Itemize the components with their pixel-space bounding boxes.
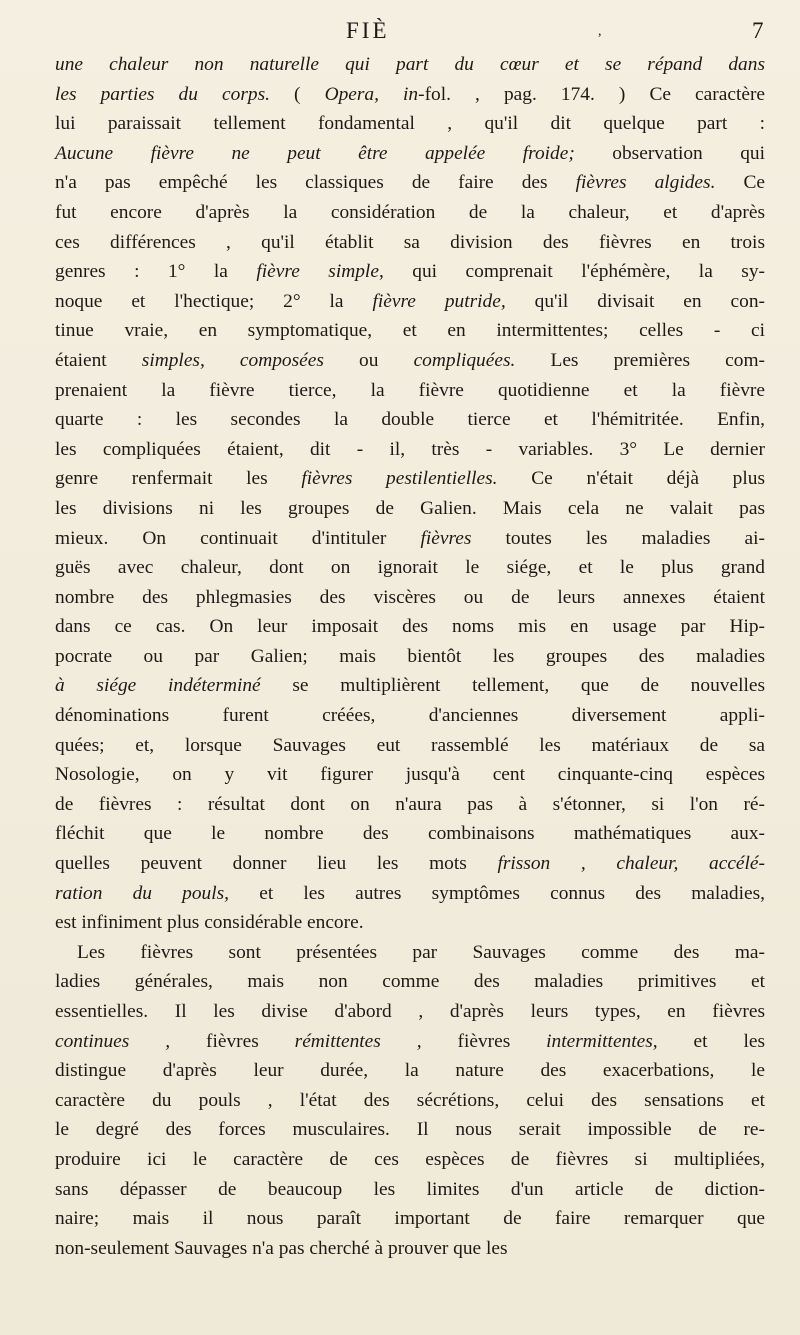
text-line — [55, 671, 765, 701]
text-segment: Ce — [715, 172, 766, 194]
text-line — [55, 997, 765, 1027]
page-number: 7 — [752, 18, 764, 43]
text-segment: est infiniment plus considérable encore. — [55, 912, 364, 934]
text-line — [55, 435, 765, 465]
text-line — [55, 1056, 765, 1086]
text-segment: genres : 1° la — [55, 261, 257, 283]
text-segment: caractère du pouls , l'état des sécrétions, celui des sensations et — [55, 1089, 765, 1111]
text-segment: étaient — [55, 349, 142, 371]
italic-text: fièvre putride, — [372, 290, 506, 312]
text-segment: et les autres symptômes connus des maladies, — [229, 882, 765, 904]
text-segment: dans ce cas. On leur imposait des noms mis en usage par Hip- — [55, 616, 765, 638]
text-segment: fièvres — [421, 1030, 547, 1052]
text-segment: Les fièvres sont présentées par Sauvages comme des ma- — [77, 941, 765, 963]
italic-text: fièvres algides. — [575, 172, 716, 194]
text-line — [55, 228, 765, 258]
text-line — [55, 583, 765, 613]
body-text — [55, 50, 765, 1263]
text-segment: tinue vraie, en symptomatique, et en intermittentes; celles - ci — [55, 320, 765, 342]
text-line — [55, 819, 765, 849]
text-segment: ladies générales, mais non comme des maladies primitives et — [55, 971, 765, 993]
text-line — [55, 346, 765, 376]
text-line — [55, 642, 765, 672]
running-head-mark: , — [598, 24, 602, 39]
text-segment: ou — [323, 349, 414, 371]
text-segment: genre renfermait les — [55, 468, 302, 490]
italic-text: frisson , chaleur, accélé- — [497, 853, 765, 875]
text-segment: de fièvres : résultat dont on n'aura pas à s'étonner, si l'on ré- — [55, 793, 765, 815]
text-segment: quarte : les secondes la double tierce et l'hémitritée. Enfin, — [55, 409, 765, 431]
text-line — [55, 524, 765, 554]
text-line — [55, 731, 765, 761]
text-line — [55, 109, 765, 139]
text-line — [55, 1175, 765, 1205]
text-segment: se multiplièrent tellement, que de nouvelles — [260, 675, 765, 697]
italic-text: simples, composées — [141, 349, 324, 371]
italic-text: intermittentes, — [546, 1030, 658, 1052]
text-line — [55, 1145, 765, 1175]
text-line — [55, 139, 765, 169]
text-segment: mieux. On continuait d'intituler — [55, 527, 421, 549]
italic-text: une chaleur non naturelle qui part du cœur et se répand dans — [55, 54, 765, 75]
text-segment: quelles peuvent donner lieu les mots — [55, 853, 498, 875]
text-segment: pocrate ou par Galien; mais bientôt les groupes des maladies — [55, 645, 765, 667]
text-segment: ( — [269, 83, 325, 105]
text-segment: qu'il divisait en con- — [505, 290, 765, 312]
italic-text: les parties du corps. — [55, 83, 270, 105]
italic-text: fièvres pestilentielles. — [301, 468, 498, 490]
text-line — [55, 612, 765, 642]
text-segment: non-seulement Sauvages n'a pas cherché à prouver que les — [55, 1237, 508, 1259]
text-segment: observation qui — [574, 142, 765, 164]
text-segment: toutes les maladies ai- — [471, 527, 765, 549]
text-segment: -fol. , pag. 174. ) Ce caractère — [418, 83, 766, 105]
text-segment: , qui comprenait l'éphémère, la sy- — [378, 261, 765, 283]
text-line — [55, 879, 765, 909]
text-line — [55, 464, 765, 494]
text-segment: n'a pas empêché les classiques de faire des — [55, 172, 576, 194]
text-segment: noque et l'hectique; 2° la — [55, 290, 373, 312]
text-segment: lui paraissait tellement fondamental , qu'il dit quelque part : — [55, 113, 765, 135]
text-line — [55, 849, 765, 879]
text-segment: naire; mais il nous paraît important de faire remarquer que — [55, 1208, 765, 1230]
text-segment: sans dépasser de beaucoup les limites d'un article de diction- — [55, 1178, 765, 1200]
text-line — [55, 553, 765, 583]
text-line — [55, 908, 765, 938]
text-line — [55, 50, 765, 80]
text-line — [55, 967, 765, 997]
text-segment: dénominations furent créées, d'anciennes diversement appli- — [55, 705, 765, 727]
italic-text: à siége indéterminé — [55, 675, 261, 697]
text-segment: et les — [657, 1030, 765, 1052]
text-segment: guës avec chaleur, dont on ignorait le siége, et le plus grand — [55, 557, 765, 579]
text-line — [55, 405, 765, 435]
italic-text: fièvres — [420, 527, 472, 549]
text-line — [55, 938, 765, 968]
text-line — [55, 198, 765, 228]
text-line — [55, 80, 765, 110]
italic-text: continues , — [55, 1030, 171, 1052]
text-segment: Nosologie, on y vit figurer jusqu'à cent cinquante-cinq espèces — [55, 764, 765, 786]
text-segment: Les premières com- — [515, 349, 765, 371]
text-segment: fléchit que le nombre des combinaisons mathématiques aux- — [55, 823, 765, 845]
text-line — [55, 1115, 765, 1145]
text-line — [55, 316, 765, 346]
text-segment: essentielles. Il les divise d'abord , d'après leurs types, en fièvres — [55, 1001, 765, 1022]
text-segment: produire ici le caractère de ces espèces de fièvres si multipliées, — [55, 1148, 765, 1170]
italic-text: rémittentes , — [294, 1030, 422, 1052]
italic-text: ration du pouls, — [55, 882, 230, 904]
text-segment: quées; et, lorsque Sauvages eut rassemblé les matériaux de sa — [55, 734, 765, 756]
text-line — [55, 168, 765, 198]
text-line — [55, 257, 765, 287]
italic-text: Opera, in — [324, 83, 419, 105]
italic-text: Aucune fièvre ne peut être appelée froide; — [55, 142, 575, 164]
text-segment: fut encore d'après la considération de la chaleur, et d'après — [55, 201, 765, 223]
text-segment: les compliquées étaient, dit - il, très - variables. 3° Le dernier — [55, 438, 765, 460]
text-segment: le degré des forces musculaires. Il nous serait impossible de re- — [55, 1119, 765, 1141]
text-segment: fièvres — [170, 1030, 295, 1052]
text-line — [55, 1234, 765, 1264]
text-segment: prenaient la fièvre tierce, la fièvre quotidienne et la fièvre — [55, 379, 765, 401]
text-line — [55, 760, 765, 790]
text-segment: ces différences , qu'il établit sa division des fièvres en trois — [55, 231, 765, 253]
text-line — [55, 1086, 765, 1116]
italic-text: fièvre simple — [256, 261, 379, 283]
text-line — [55, 790, 765, 820]
italic-text: compliquées. — [413, 349, 516, 371]
text-segment: les divisions ni les groupes de Galien. Mais cela ne valait pas — [55, 497, 765, 519]
text-line — [55, 1204, 765, 1234]
text-line — [55, 701, 765, 731]
running-head-title: FIÈ — [346, 18, 390, 43]
text-segment: Ce n'était déjà plus — [497, 468, 765, 490]
text-line — [55, 494, 765, 524]
text-line — [55, 1027, 765, 1057]
text-segment: nombre des phlegmasies des viscères ou de leurs annexes étaient — [55, 586, 765, 608]
text-line — [55, 376, 765, 406]
text-line — [55, 287, 765, 317]
text-segment: distingue d'après leur durée, la nature des exacerbations, le — [55, 1060, 765, 1082]
running-head — [0, 14, 800, 48]
